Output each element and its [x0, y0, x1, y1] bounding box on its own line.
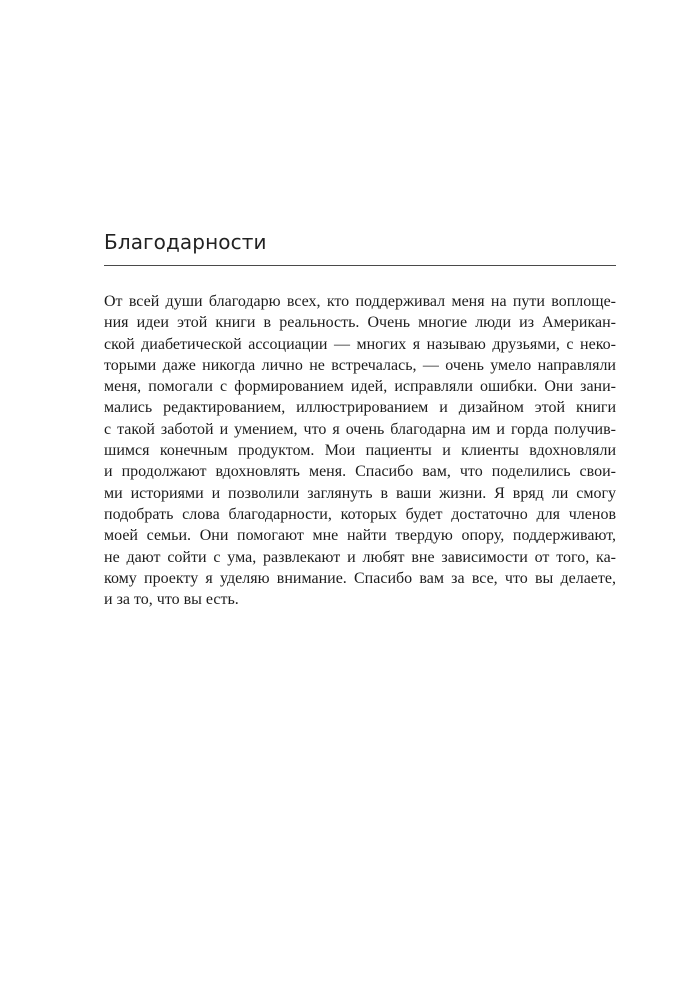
paragraph-line: и за то, что вы есть.: [104, 591, 239, 609]
paragraph-line: шимся конечным продуктом. Мои пациенты и клиенты вдохновляли: [104, 442, 616, 460]
paragraph-line: и продолжают вдохновлять меня. Спасибо вам, что поделились свои-: [104, 463, 616, 481]
paragraph-line: подобрать слова благодарности, которых будет достаточно для членов: [104, 505, 616, 523]
paragraph-line: От всей души благодарю всех, кто поддерживал меня на пути воплоще-: [104, 293, 616, 310]
paragraph-line: с такой заботой и умением, что я очень благодарна им и горда получив-: [104, 420, 616, 438]
title-divider: [104, 265, 616, 266]
page-title: Благодарности: [104, 230, 267, 254]
paragraph-line: ния идеи этой книги в реальность. Очень многие люди из Американ-: [104, 314, 616, 332]
paragraph-line: не дают сойти с ума, развлекают и любят вне зависимости от того, ка-: [104, 548, 616, 566]
acknowledgements-paragraph: [104, 291, 616, 610]
paragraph-line: моей семьи. Они помогают мне найти твердую опору, поддерживают,: [104, 527, 616, 545]
paragraph-line: ми историями и позволили заглянуть в ваши жизни. Я вряд ли смогу: [104, 484, 616, 502]
paragraph-line: кому проекту я уделяю внимание. Спасибо вам за все, что вы делаете,: [104, 569, 616, 587]
paragraph-line: ской диабетической ассоциации — многих я называю друзьями, с неко-: [104, 335, 616, 353]
paragraph-line: торыми даже никогда лично не встречалась, — очень умело направляли: [104, 356, 616, 374]
paragraph-line: меня, помогали с формированием идей, исправляли ошибки. Они зани-: [104, 378, 616, 396]
paragraph-line: мались редактированием, иллюстрированием и дизайном этой книги: [104, 399, 616, 417]
